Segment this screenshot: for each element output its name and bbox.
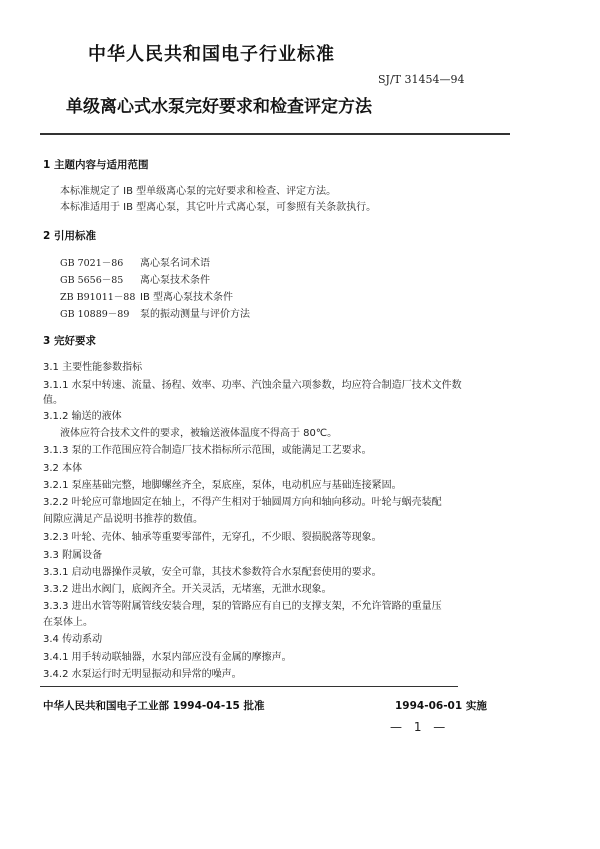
clause-3-4-2: 3.4.2 水泵运行时无明显振动和异常的噪声。: [43, 669, 242, 680]
reference-title: 泵的振动测量与评价方法: [140, 309, 250, 320]
clause-3-3-2: 3.3.2 进出水阀门，底阀齐全。开关灵活，无堵塞，无泄水现象。: [43, 584, 332, 595]
reference-title: 离心泵技术条件: [140, 275, 210, 286]
page-number: — 1 —: [390, 720, 450, 734]
section-3-heading: 3 完好要求: [43, 335, 96, 347]
reference-code: GB 5656－85: [60, 275, 124, 286]
reference-title: 离心泵名词术语: [140, 258, 210, 269]
clause-3-3-1: 3.3.1 启动电器操作灵敏，安全可靠，其技术参数符合水泵配套使用的要求。: [43, 567, 382, 578]
clause-3-2-1: 3.2.1 泵座基础完整，地脚螺丝齐全，泵底座，泵体，电动机应与基础连接紧固。: [43, 480, 402, 491]
footer-divider: [40, 686, 458, 687]
reference-code: GB 10889－89: [60, 309, 130, 320]
clause-3-1-2-body: 液体应符合技术文件的要求，被输送液体温度不得高于 80℃。: [60, 428, 338, 439]
reference-item: [60, 254, 210, 269]
reference-code: ZB B91011－88: [60, 292, 136, 303]
clause-3-1-1: 3.1.1 水泵中转速、流量、扬程、效率、功率、汽蚀余量六项参数，均应符合制造厂技术文件数: [43, 380, 462, 391]
approval-line: 中华人民共和国电子工业部 1994-04-15 批准: [43, 700, 265, 712]
clause-3-4-1: 3.4.1 用手转动联轴器，水泵内部应没有金属的摩擦声。: [43, 652, 292, 663]
clause-3-1: 3.1 主要性能参数指标: [43, 362, 143, 373]
clause-3-3-3-cont: 在泵体上。: [43, 617, 93, 628]
section-1-para-2: 本标准适用于 IB 型离心泵，其它叶片式离心泵，可参照有关条款执行。: [60, 202, 377, 213]
implementation-date: 1994-06-01 实施: [395, 700, 487, 712]
org-title: 中华人民共和国电子行业标准: [88, 44, 335, 65]
title-divider: [40, 133, 510, 135]
clause-3-1-2: 3.1.2 输送的液体: [43, 411, 122, 422]
section-1-para-1: 本标准规定了 IB 型单级离心泵的完好要求和检查、评定方法。: [60, 186, 337, 197]
clause-3-3: 3.3 附属设备: [43, 550, 103, 561]
section-2-heading: 2 引用标准: [43, 230, 96, 242]
clause-3-2-2-cont: 间隙应满足产品说明书推荐的数值。: [43, 514, 203, 525]
reference-item: [60, 288, 233, 303]
document-title: 单级离心式水泵完好要求和检查评定方法: [66, 97, 372, 117]
clause-3-1-3: 3.1.3 泵的工作范围应符合制造厂技术指标所示范围，或能满足工艺要求。: [43, 445, 372, 456]
clause-3-1-1-cont: 值。: [43, 395, 63, 406]
clause-3-2-2: 3.2.2 叶轮应可靠地固定在轴上，不得产生相对于轴圆周方向和轴向移动。叶轮与蜗壳装配: [43, 497, 442, 508]
reference-item: [60, 305, 250, 320]
clause-3-3-3: 3.3.3 进出水管等附属管线安装合理，泵的管路应有自已的支撑支架，不允许管路的重量压: [43, 601, 442, 612]
section-1-heading: 1 主题内容与适用范围: [43, 159, 149, 171]
standard-code: SJ/T 31454—94: [378, 73, 465, 86]
reference-code: GB 7021－86: [60, 258, 124, 269]
clause-3-4: 3.4 传动系动: [43, 634, 103, 645]
clause-3-2: 3.2 本体: [43, 463, 83, 474]
reference-title: IB 型离心泵技术条件: [140, 292, 233, 303]
clause-3-2-3: 3.2.3 叶轮、壳体、轴承等重要零部件，无穿孔，不少眼、裂损脱落等现象。: [43, 532, 382, 543]
reference-item: [60, 271, 210, 286]
